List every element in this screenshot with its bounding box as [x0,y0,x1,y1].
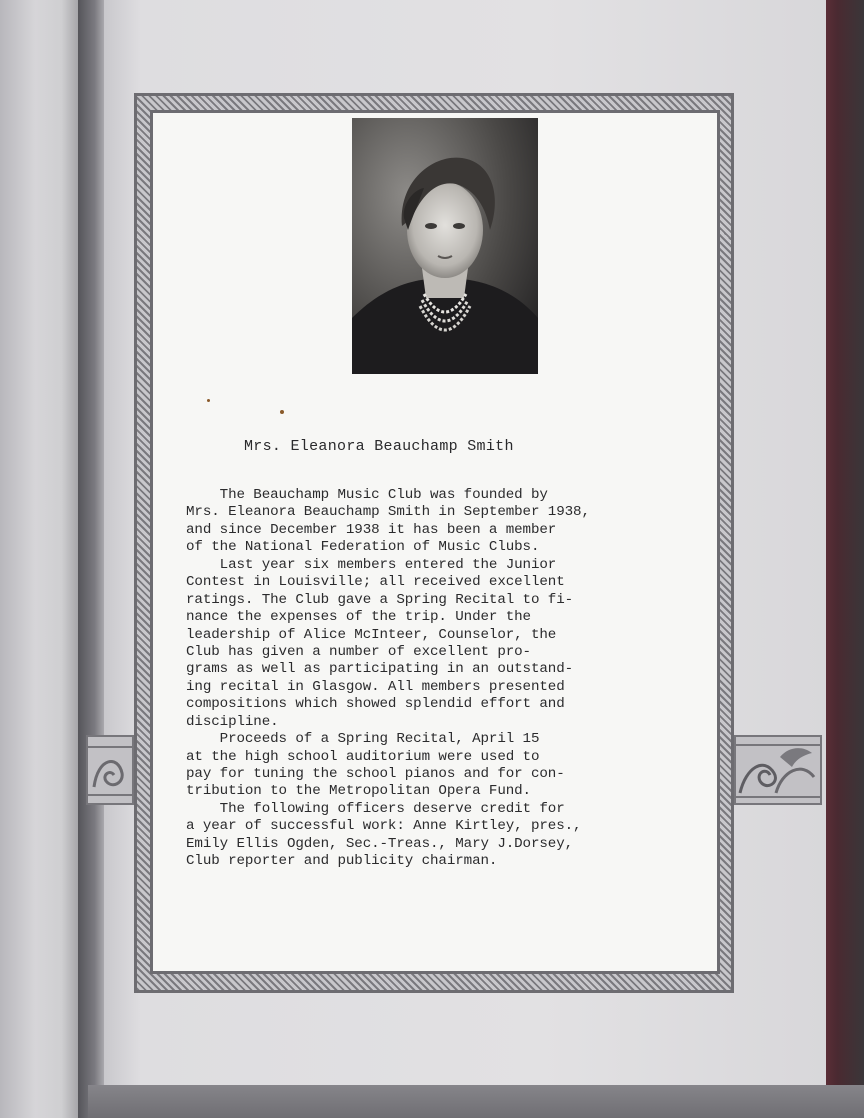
portrait-photo [352,118,538,374]
text-line: tribution to the Metropolitan Opera Fund. [186,783,531,800]
text-line: Mrs. Eleanora Beauchamp Smith in September 1938, [186,504,590,521]
left-page-edge [0,0,88,1118]
text-line: grams as well as participating in an outstand- [186,661,574,678]
text-line: Club reporter and publicity chairman. [186,853,498,870]
text-line: The Beauchamp Music Club was founded by [186,487,548,503]
ornament-left-icon [86,735,134,805]
club-history-text [186,487,676,871]
text-line: Contest in Louisville; all received excellent [186,574,565,591]
text-line: and since December 1938 it has been a member [186,521,557,538]
text-line: Last year six members entered the Junior [186,556,557,573]
text-line: Proceeds of a Spring Recital, April 15 [186,731,540,748]
ornament-right-icon [734,735,822,805]
text-line: a year of successful work: Anne Kirtley, pres., [186,818,582,835]
book-cover-edge [826,0,864,1118]
paper-stain [207,399,210,402]
book-spine-shadow [78,0,106,1118]
text-line: The following officers deserve credit for [186,800,565,817]
text-line: pay for tuning the school pianos and for con- [186,766,565,782]
text-line: compositions which showed splendid effort and [186,696,565,713]
text-line: of the National Federation of Music Clubs. [186,539,540,556]
text-line: Emily Ellis Ogden, Sec.-Treas., Mary J.Dorsey, [186,835,574,852]
paper-stain [280,410,284,414]
text-line: at the high school auditorium were used to [186,748,540,765]
photo-caption: Mrs. Eleanora Beauchamp Smith [244,438,514,455]
text-line: discipline. [186,713,279,730]
text-line: ing recital in Glasgow. All members presented [186,678,565,695]
text-line: Club has given a number of excellent pro- [186,643,531,660]
page-bottom-edge [88,1085,864,1118]
text-line: leadership of Alice McInteer, Counselor, the [186,626,557,643]
text-line: nance the expenses of the trip. Under the [186,609,531,626]
text-line: ratings. The Club gave a Spring Recital to fi- [186,591,574,608]
